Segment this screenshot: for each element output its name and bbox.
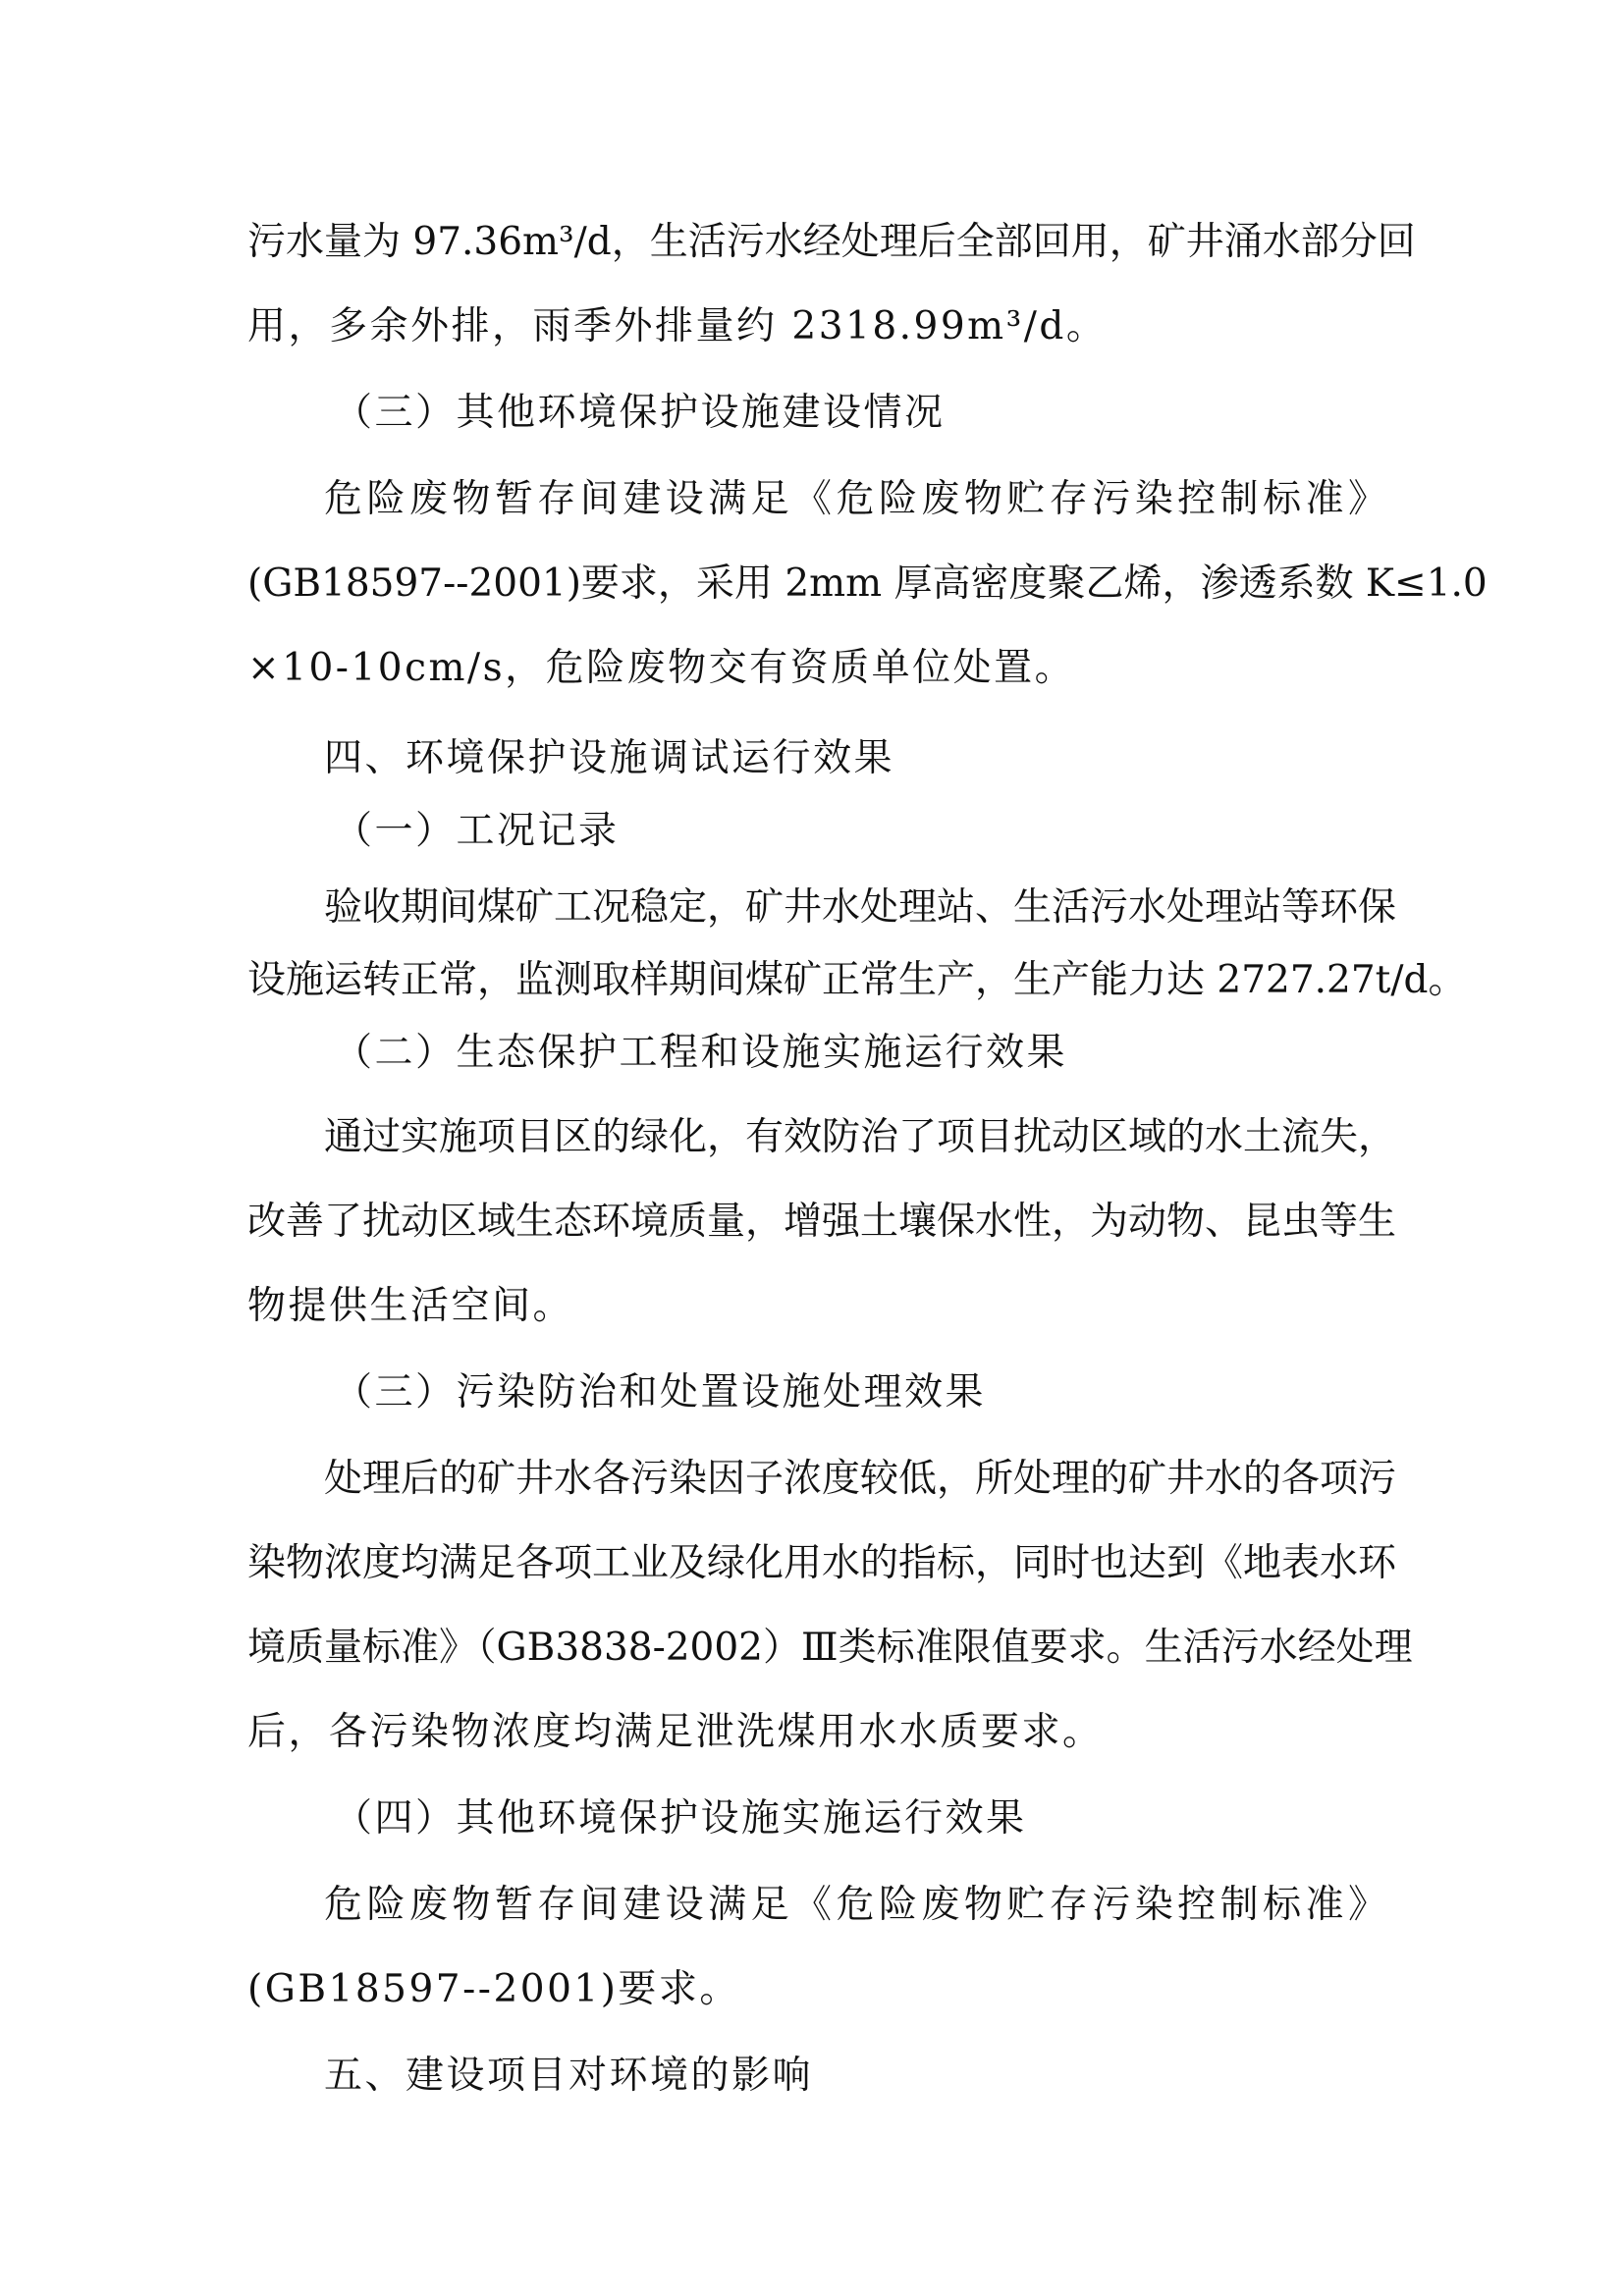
paragraph-line: 设施运转正常，监测取样期间煤矿正常生产，生产能力达 2727.27t/d。: [247, 958, 1467, 1002]
section-heading: 四、环境保护设施调试运行效果: [324, 736, 895, 780]
paragraph-line: 污水量为 97.36m³/d，生活污水经处理后全部回用，矿井涌水部分回: [247, 220, 1416, 264]
subsection-heading: （三）其他环境保护设施建设情况: [334, 391, 946, 435]
subsection-heading: （三）污染防治和处置设施处理效果: [334, 1370, 987, 1415]
paragraph-line: (GB18597--2001)要求，采用 2mm 厚高密度聚乙烯，渗透系数 K≤1.0: [247, 561, 1488, 606]
paragraph-line: 改善了扰动区域生态环境质量，增强土壤保水性，为动物、昆虫等生: [247, 1200, 1397, 1244]
paragraph-line: (GB18597--2001)要求。: [247, 1967, 740, 2011]
subsection-heading: （一）工况记录: [334, 809, 620, 853]
subsection-heading: （四）其他环境保护设施实施运行效果: [334, 1796, 1027, 1841]
paragraph-line: 验收期间煤矿工况稳定，矿井水处理站、生活污水处理站等环保: [324, 885, 1397, 930]
paragraph-line: 危险废物暂存间建设满足《危险废物贮存污染控制标准》: [324, 477, 1386, 521]
section-heading: 五、建设项目对环境的影响: [324, 2054, 814, 2098]
subsection-heading: （二）生态保护工程和设施实施运行效果: [334, 1031, 1068, 1075]
paragraph-line: 后，各污染物浓度均满足泄洗煤用水水质要求。: [247, 1710, 1104, 1754]
paragraph-line: 危险废物暂存间建设满足《危险废物贮存污染控制标准》: [324, 1883, 1386, 1927]
paragraph-line: ×10-10cm/s，危险废物交有资质单位处置。: [247, 646, 1076, 690]
paragraph-line: 染物浓度均满足各项工业及绿化用水的指标，同时也达到《地表水环: [247, 1541, 1397, 1585]
paragraph-line: 用，多余外排，雨季外排量约 2318.99m³/d。: [247, 304, 1108, 348]
paragraph-line: 处理后的矿井水各污染因子浓度较低，所处理的矿井水的各项污: [324, 1457, 1397, 1501]
paragraph-line: 通过实施项目区的绿化，有效防治了项目扰动区域的水土流失，: [324, 1115, 1397, 1159]
paragraph-line: 物提供生活空间。: [247, 1284, 574, 1328]
paragraph-line: 境质量标准》（GB3838-2002）Ⅲ类标准限值要求。生活污水经处理: [247, 1626, 1413, 1670]
